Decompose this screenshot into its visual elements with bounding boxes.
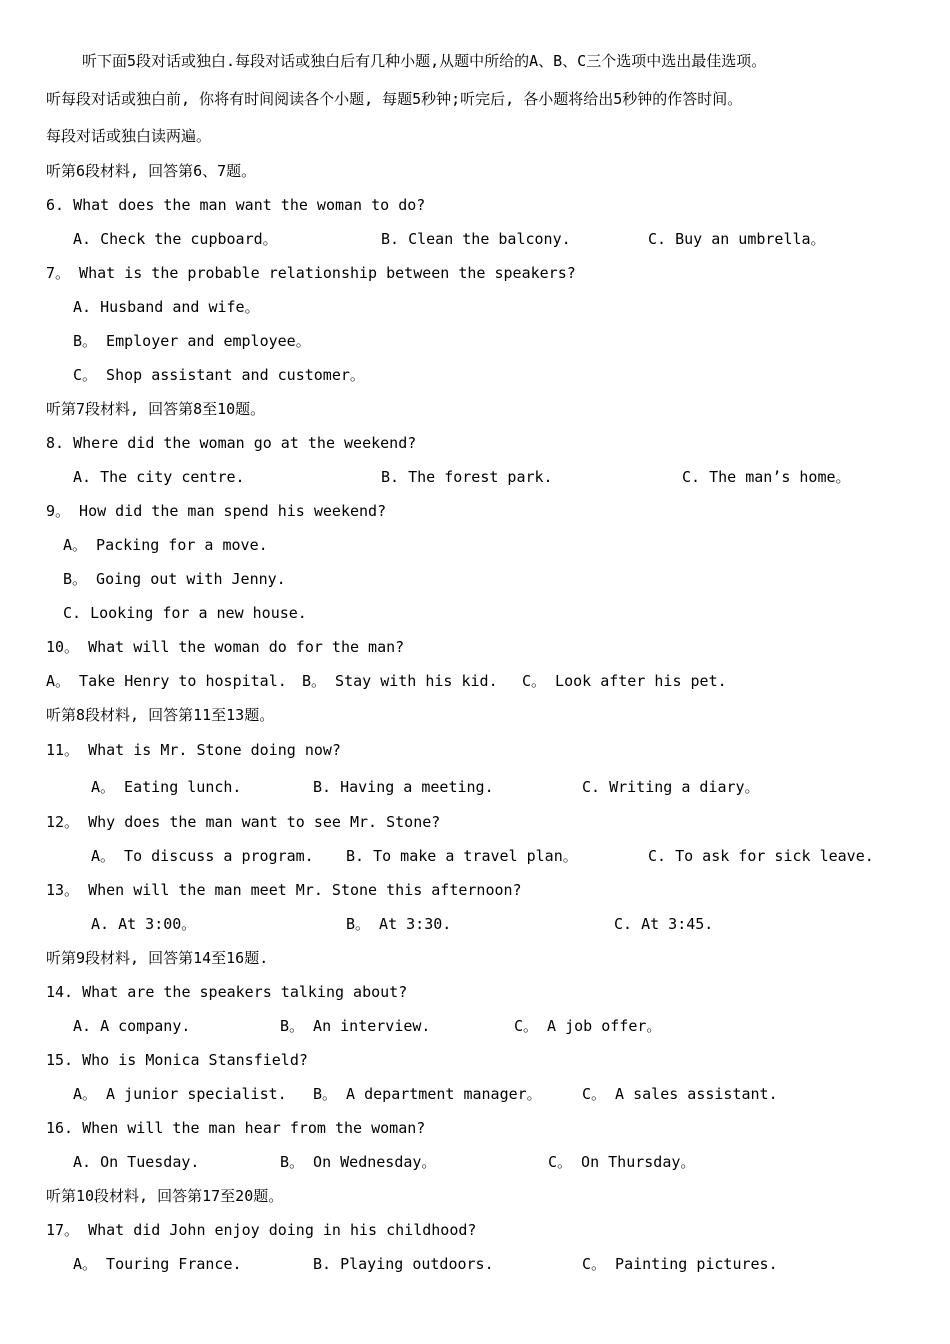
q7-option-a: A. Husband and wife。 (73, 298, 260, 316)
section-8-heading: 听第8段材料, 回答第11至13题。 (46, 706, 275, 724)
q8-option-a: A. The city centre. (73, 468, 245, 486)
q10-option-c: C。 Look after his pet. (522, 672, 727, 690)
section-7-heading: 听第7段材料, 回答第8至10题。 (46, 400, 266, 418)
section-9-heading: 听第9段材料, 回答第14至16题. (46, 949, 269, 967)
q16-option-a: A. On Tuesday. (73, 1153, 200, 1171)
q8-option-b: B. The forest park. (381, 468, 553, 486)
q14-option-b: B。 An interview. (280, 1017, 431, 1035)
q6-option-a: A. Check the cupboard。 (73, 230, 278, 248)
q11-option-a: A。 Eating lunch. (91, 778, 242, 796)
q10-option-b: B。 Stay with his kid. (302, 672, 498, 690)
q17-option-c: C。 Painting pictures. (582, 1255, 778, 1273)
q10-option-a: A。 Take Henry to hospital. (46, 672, 287, 690)
question-7: 7。 What is the probable relationship between the speakers? (46, 264, 576, 282)
q9-option-b: B。 Going out with Jenny. (63, 570, 286, 588)
q15-option-a: A。 A junior specialist. (73, 1085, 287, 1103)
question-9: 9。 How did the man spend his weekend? (46, 502, 387, 520)
question-6: 6. What does the man want the woman to do? (46, 196, 426, 214)
intro-line-1: 听下面5段对话或独白.每段对话或独白后有几种小题,从题中所给的A、B、C三个选项中选出最佳选项。 (82, 52, 767, 70)
question-16: 16. When will the man hear from the woman? (46, 1119, 426, 1137)
q13-option-b: B。 At 3:30. (346, 915, 452, 933)
question-17: 17。 What did John enjoy doing in his childhood? (46, 1221, 477, 1239)
section-10-heading: 听第10段材料, 回答第17至20题。 (46, 1187, 284, 1205)
q6-option-b: B. Clean the balcony. (381, 230, 571, 248)
q17-option-b: B. Playing outdoors. (313, 1255, 494, 1273)
question-15: 15. Who is Monica Stansfield? (46, 1051, 308, 1069)
q13-option-c: C. At 3:45. (614, 915, 714, 933)
q12-option-a: A。 To discuss a program. (91, 847, 314, 865)
q12-option-b: B. To make a travel plan。 (346, 847, 578, 865)
q14-option-c: C。 A job offer。 (514, 1017, 662, 1035)
q9-option-c: C. Looking for a new house. (63, 604, 307, 622)
q11-option-b: B. Having a meeting. (313, 778, 494, 796)
q13-option-a: A. At 3:00。 (91, 915, 197, 933)
intro-line-3: 每段对话或独白读两遍。 (46, 127, 212, 145)
q7-option-b: B。 Employer and employee。 (73, 332, 311, 350)
q8-option-c: C. The man’s home。 (682, 468, 851, 486)
intro-line-2: 听每段对话或独白前, 你将有时间阅读各个小题, 每题5秒钟;听完后, 各小题将给出5秒钟的作答时间。 (46, 90, 743, 108)
q16-option-c: C。 On Thursday。 (548, 1153, 696, 1171)
question-10: 10。 What will the woman do for the man? (46, 638, 405, 656)
q14-option-a: A. A company. (73, 1017, 191, 1035)
question-13: 13。 When will the man meet Mr. Stone this afternoon? (46, 881, 522, 899)
q7-option-c: C。 Shop assistant and customer。 (73, 366, 365, 384)
q15-option-c: C。 A sales assistant. (582, 1085, 778, 1103)
q9-option-a: A。 Packing for a move. (63, 536, 268, 554)
question-11: 11。 What is Mr. Stone doing now? (46, 741, 341, 759)
q6-option-c: C. Buy an umbrella。 (648, 230, 826, 248)
q17-option-a: A。 Touring France. (73, 1255, 242, 1273)
section-6-heading: 听第6段材料, 回答第6、7题。 (46, 162, 257, 180)
q12-option-c: C. To ask for sick leave. (648, 847, 874, 865)
q15-option-b: B。 A department manager。 (313, 1085, 542, 1103)
q16-option-b: B。 On Wednesday。 (280, 1153, 437, 1171)
question-8: 8. Where did the woman go at the weekend? (46, 434, 417, 452)
question-12: 12。 Why does the man want to see Mr. Stone? (46, 813, 441, 831)
q11-option-c: C. Writing a diary。 (582, 778, 760, 796)
question-14: 14. What are the speakers talking about? (46, 983, 408, 1001)
